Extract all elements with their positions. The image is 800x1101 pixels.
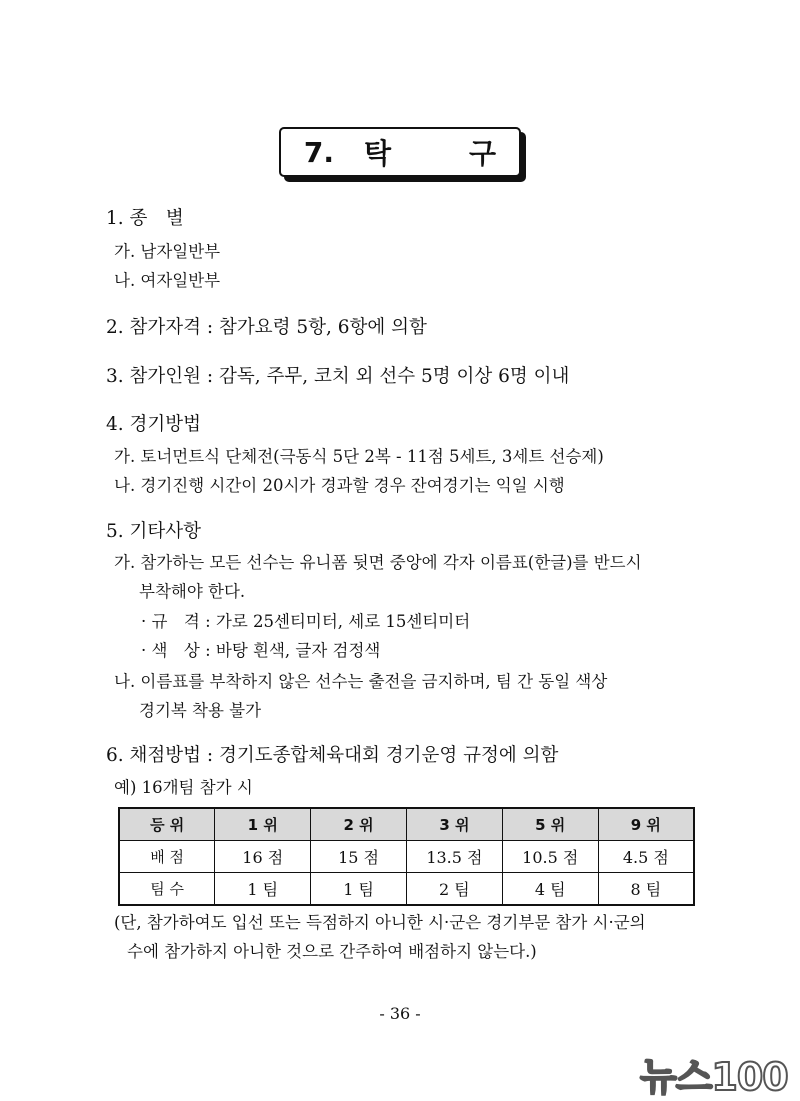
item-5-ga-line2: 부착해야 한다. [139,582,246,601]
item-5-na-line2: 경기복 착용 불가 [139,701,262,720]
table-row-teams [119,873,694,906]
table-cell: 2 위 [311,808,407,841]
table-cell: 배 점 [119,841,215,873]
score-table [118,807,695,906]
page-number: - 36 - [379,1004,421,1023]
item-5-na-line1: 나. 이름표를 부착하지 않은 선수는 출전을 금지하며, 팀 간 동일 색상 [114,672,608,691]
table-cell: 8 팀 [598,873,694,906]
table-cell: 13.5 점 [406,841,502,873]
table-cell: 5 위 [502,808,598,841]
table-cell: 2 팀 [406,873,502,906]
table-cell: 등 위 [119,808,215,841]
table-cell: 9 위 [598,808,694,841]
note-line-2: 수에 참가하지 아니한 것으로 간주하여 배점하지 않는다.) [127,942,537,961]
table-cell: 15 점 [311,841,407,873]
table-cell: 4 팀 [502,873,598,906]
example-caption: 예) 16개팀 참가 시 [114,778,253,797]
table-cell: 10.5 점 [502,841,598,873]
note-line-1: (단, 참가하여도 입선 또는 득점하지 아니한 시·군은 경기부문 참가 시·군의 [114,913,646,932]
table-cell: 1 팀 [311,873,407,906]
section-title-box [279,127,575,177]
table-cell: 4.5 점 [598,841,694,873]
table-row-points [119,841,694,873]
table-cell: 3 위 [406,808,502,841]
item-1-ga: 가. 남자일반부 [114,242,221,261]
item-5-ga-line1: 가. 참가하는 모든 선수는 유니폼 뒷면 중앙에 각자 이름표(한글)를 반드시 [114,553,642,572]
watermark-logo: 뉴스100 [640,1055,788,1099]
spec-size: · 규 격 : 가로 25센티미터, 세로 15센티미터 [141,612,471,631]
heading-1: 1. 종 별 [106,208,184,229]
heading-6: 6. 채점방법 : 경기도종합체육대회 경기운영 규정에 의함 [106,745,559,766]
section-title-text: 탁구 [364,137,575,170]
spec-color: · 색 상 : 바탕 흰색, 글자 검정색 [141,641,381,660]
table-cell: 1 위 [215,808,311,841]
heading-4: 4. 경기방법 [106,414,202,435]
heading-2: 2. 참가자격 : 참가요령 5항, 6항에 의함 [106,317,427,338]
heading-3: 3. 참가인원 : 감독, 주무, 코치 외 선수 5명 이상 6명 이내 [106,366,570,387]
heading-5: 5. 기타사항 [106,521,202,542]
table-cell: 1 팀 [215,873,311,906]
item-1-na: 나. 여자일반부 [114,271,221,290]
table-cell: 팀 수 [119,873,215,906]
table-cell: 16 점 [215,841,311,873]
section-title-number: 7. [303,135,334,169]
item-4-ga: 가. 토너먼트식 단체전(극동식 5단 2복 - 11점 5세트, 3세트 선승제) [114,447,604,466]
table-row-header [119,808,694,841]
item-4-na: 나. 경기진행 시간이 20시가 경과할 경우 잔여경기는 익일 시행 [114,476,565,495]
